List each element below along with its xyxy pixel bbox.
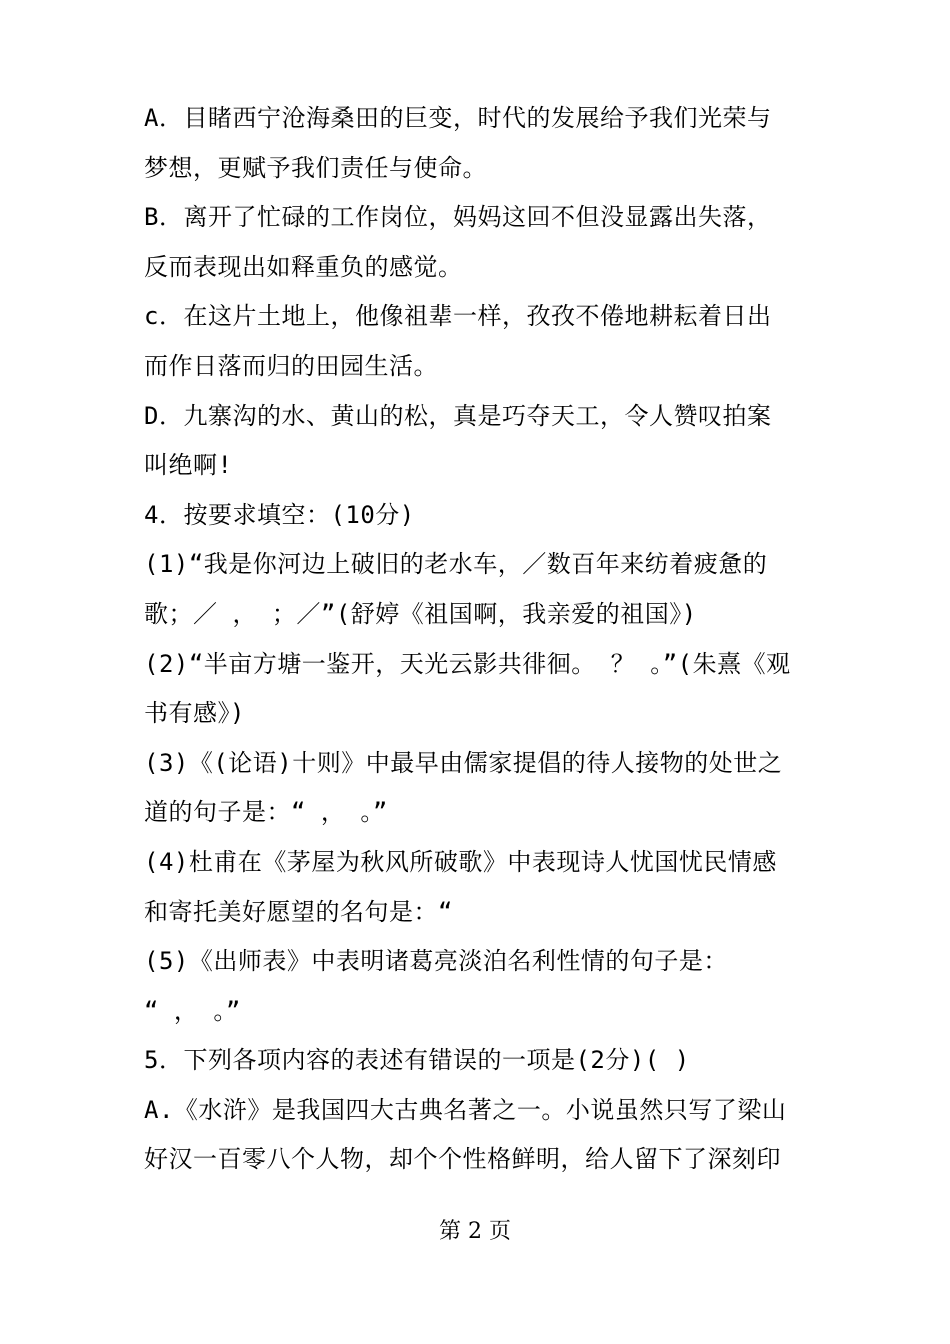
text-line: 叫绝啊! — [144, 451, 233, 480]
text-line: D．九寨沟的水、黄山的松，真是巧夺天工，令人赞叹拍案 — [144, 401, 772, 430]
text-line: A．目睹西宁沧海桑田的巨变，时代的发展给予我们光荣与 — [144, 104, 772, 132]
question-heading: 4．按要求填空：(10分) — [144, 500, 415, 529]
text-line: “ ， 。” — [144, 996, 241, 1025]
text-line: (5)《出师表》中表明诸葛亮淡泊名利性情的句子是： — [144, 947, 728, 976]
document-body — [144, 94, 824, 1185]
text-line: c．在这片土地上，他像祖辈一样，孜孜不倦地耕耘着日出 — [144, 302, 772, 331]
page-number: 第 2 页 — [439, 1219, 511, 1244]
question-heading: 5．下列各项内容的表述有错误的一项是(2分)( ) — [144, 1046, 690, 1075]
text-line: A.《水浒》是我国四大古典名著之一。小说虽然只写了梁山 — [144, 1095, 787, 1124]
text-line: (3)《(论语)十则》中最早由儒家提倡的待人接物的处世之 — [144, 748, 783, 777]
text-line: 梦想，更赋予我们责任与使命。 — [144, 153, 487, 182]
text-line: (2)“半亩方塘一鉴开，天光云影共徘徊。 ？ 。”(朱熹《观 — [144, 649, 791, 678]
text-line: 书有感》) — [144, 699, 245, 728]
text-line: 道的句子是：“ ， 。” — [144, 798, 388, 827]
text-line: (4)杜甫在《茅屋为秋风所破歌》中表现诗人忧国忧民情感 — [144, 847, 777, 876]
text-line: 歌；／ ， ；／”(舒婷《祖国啊，我亲爱的祖国》) — [144, 599, 697, 628]
text-line: 和寄托美好愿望的名句是：“ — [144, 897, 453, 926]
text-line: (1)“我是你河边上破旧的老水车，／数百年来纺着疲惫的 — [144, 550, 768, 579]
text-line: 反而表现出如释重负的感觉。 — [144, 252, 463, 281]
text-line: B．离开了忙碌的工作岗位，妈妈这回不但没显露出失落， — [144, 203, 772, 232]
text-line: 而作日落而归的田园生活。 — [144, 351, 438, 380]
text-line: 好汉一百零八个人物，却个个性格鲜明，给人留下了深刻印 — [144, 1145, 781, 1174]
